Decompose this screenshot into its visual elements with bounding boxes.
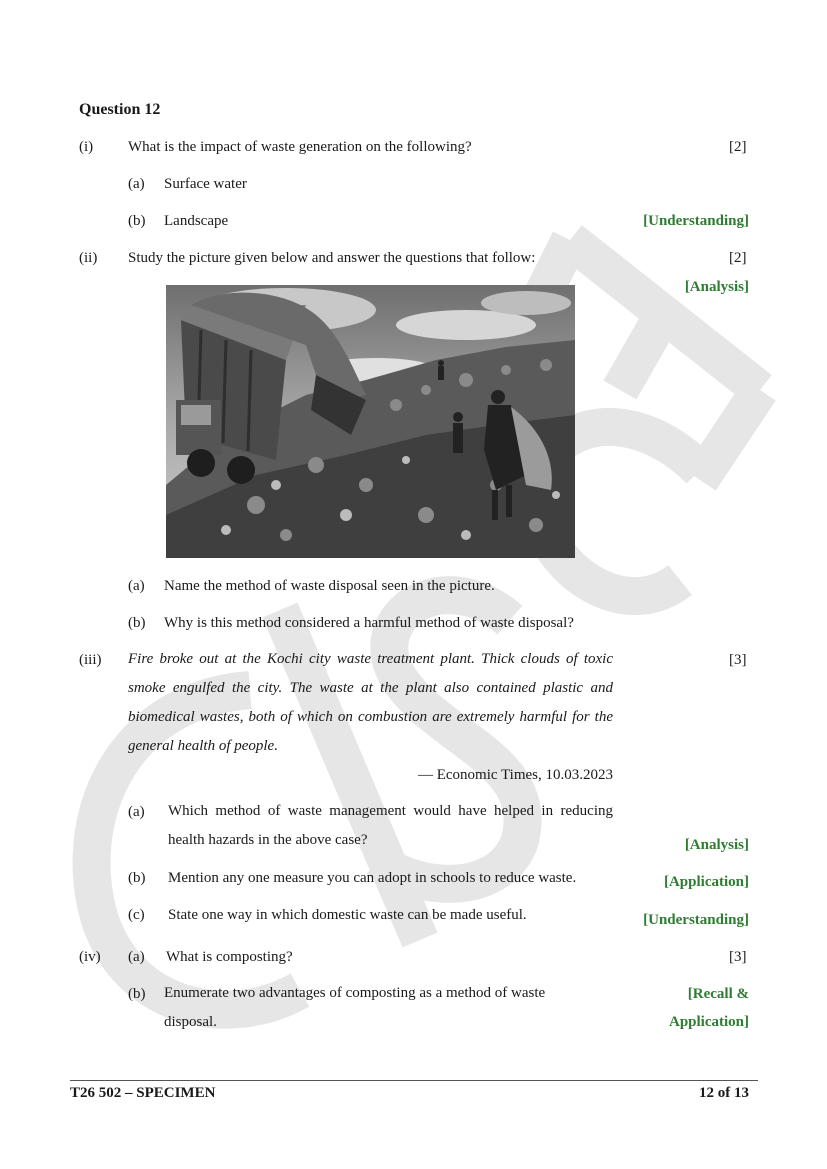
part-iv-category-line2: Application] — [668, 1014, 749, 1030]
part-iii-passage: Fire broke out at the Kochi city waste treatment plant. Thick clouds of toxic smoke engulfed the city. The waste at the plant also contained plastic and biomedical wastes, both of which on combustion are extremely harmful for the general health of people. — [128, 651, 613, 754]
part-iii-c-text: State one way in which domestic waste can be made useful. — [168, 907, 527, 923]
part-iv-category-line1: [Recall & — [687, 986, 749, 1002]
part-iii-marks: [3] — [729, 652, 747, 668]
part-i-b-text: Landscape — [164, 213, 229, 229]
part-i-number: (i) — [79, 139, 94, 155]
part-i-marks: [2] — [729, 139, 747, 155]
part-i-b-label: (b) — [128, 213, 146, 229]
part-iii-c-category: [Understanding] — [643, 912, 749, 928]
landfill-photo — [166, 285, 575, 558]
part-ii-b-text: Why is this method considered a harmful method of waste disposal? — [164, 615, 574, 631]
footer-divider — [70, 1080, 758, 1081]
part-ii-marks: [2] — [729, 250, 747, 266]
part-ii-a-text: Name the method of waste disposal seen in the picture. — [164, 578, 495, 594]
part-ii-number: (ii) — [79, 250, 98, 266]
part-iv-b-label: (b) — [128, 986, 146, 1002]
part-iv-number: (iv) — [79, 949, 101, 965]
part-iv-a-label: (a) — [128, 949, 145, 965]
part-iii-number: (iii) — [79, 652, 102, 668]
part-i-category: [Understanding] — [643, 213, 749, 229]
part-iii-a-category: [Analysis] — [684, 837, 749, 853]
part-iv-a-text: What is composting? — [166, 949, 293, 965]
part-iii-b-text: Mention any one measure you can adopt in schools to reduce waste. — [168, 870, 577, 886]
part-ii-b-label: (b) — [128, 615, 146, 631]
part-iv-b-text: Enumerate two advantages of composting as a method of waste disposal. — [164, 985, 546, 1030]
part-iii-b-label: (b) — [128, 870, 146, 886]
part-iii-source: — Economic Times, 10.03.2023 — [417, 767, 613, 783]
part-i-text: What is the impact of waste generation on the following? — [128, 139, 472, 155]
part-iii-a-label: (a) — [128, 804, 145, 820]
part-iv-marks: [3] — [729, 949, 747, 965]
part-ii-text: Study the picture given below and answer the questions that follow: — [128, 250, 536, 266]
part-ii-category: [Analysis] — [684, 279, 749, 295]
footer-page-number: 12 of 13 — [699, 1085, 749, 1101]
part-iii-a-text: Which method of waste management would have helped in reducing health hazards in the above case? — [168, 803, 613, 848]
part-iii-b-category: [Application] — [663, 874, 749, 890]
part-i-a-text: Surface water — [164, 176, 247, 192]
part-ii-a-label: (a) — [128, 578, 145, 594]
question-title: Question 12 — [79, 101, 161, 118]
part-iii-c-label: (c) — [128, 907, 145, 923]
part-i-a-label: (a) — [128, 176, 145, 192]
footer-paper-code: T26 502 – SPECIMEN — [70, 1085, 216, 1101]
